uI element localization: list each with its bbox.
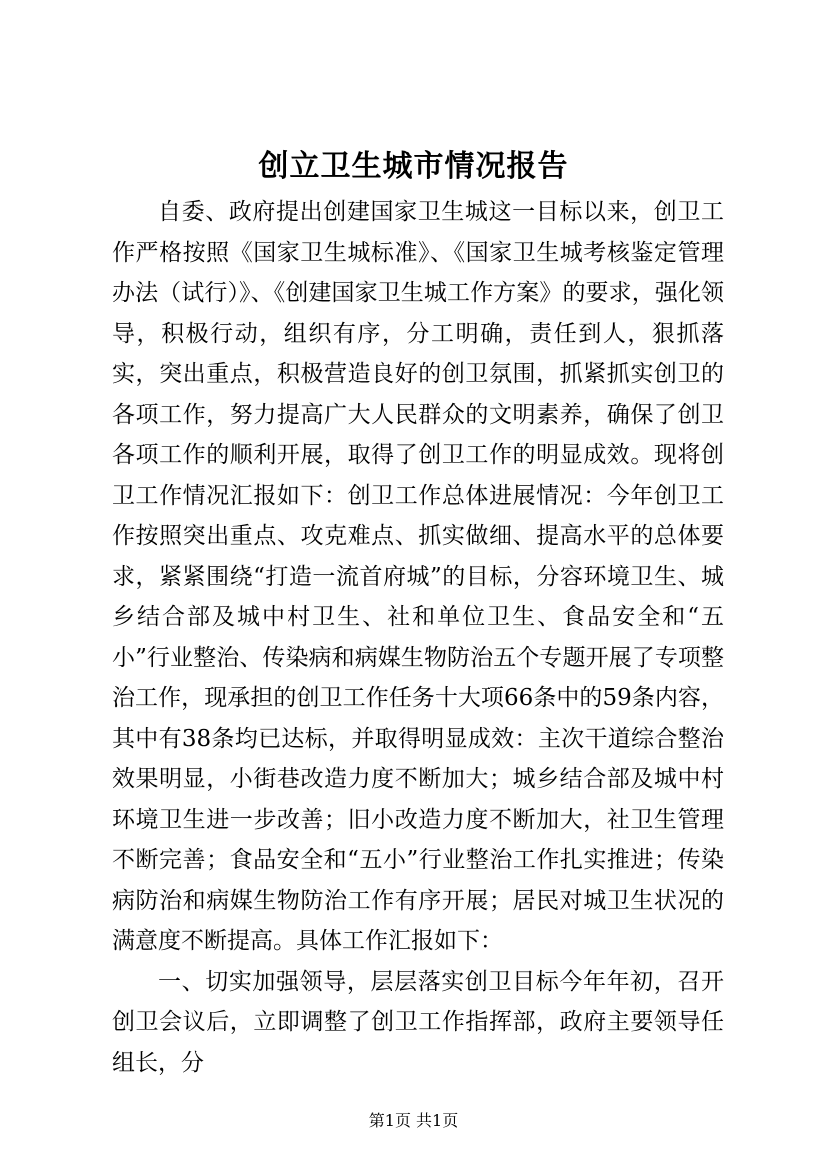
page-number-label: 第1页 共1页 [368,1111,459,1130]
document-title: 创立卫生城市情况报告 [258,149,569,184]
paragraph-2: 一、切实加强领导，层层落实创卫目标今年年初，召开创卫会议后，立即调整了创卫工作指挥部，政府主要领导任组长，分 [112,968,724,1076]
page-footer [0,1111,827,1131]
paragraph-1: 自委、政府提出创建国家卫生城这一目标以来，创卫工作严格按照《国家卫生城标准》、《国家卫生城考核鉴定管理办法（试行）》、《创建国家卫生城工作方案》的要求，强化领导，积极行动，组织有序，分工明确，责任到人，狠抓落实，突出重点，积极营造良好的创卫氛围，抓紧抓实创卫的各项工作，努力提高广大人民群众的文明素养，确保了创卫各项工作的顺利开展，取得了创卫工作的明显成效。现将创卫工作情况汇报如下：创卫工作总体进展情况：今年创卫工作按照突出重点、攻克难点、抓实做细、提高水平的总体要求，紧紧围绕“打造一流首府城”的目标，分容环境卫生、城乡结合部及城中村卫生、社和单位卫生、食品安全和“五小”行业整治、传染病和病媒生物防治五个专题开展了专项整治工作，现承担的创卫工作任务十大项66条中的59条内容，其中有38条均已达标，并取得明显成效：主次干道综合整治效果明显，小街巷改造力度不断加大；城乡结合部及城中村环境卫生进一步改善；旧小改造力度不断加大，社卫生管理不断完善；食品安全和“五小”行业整治工作扎实推进；传染病防治和病媒生物防治工作有序开展；居民对城卫生状况的满意度不断提高。具体工作汇报如下： [112,199,724,954]
document-body [112,192,724,1083]
